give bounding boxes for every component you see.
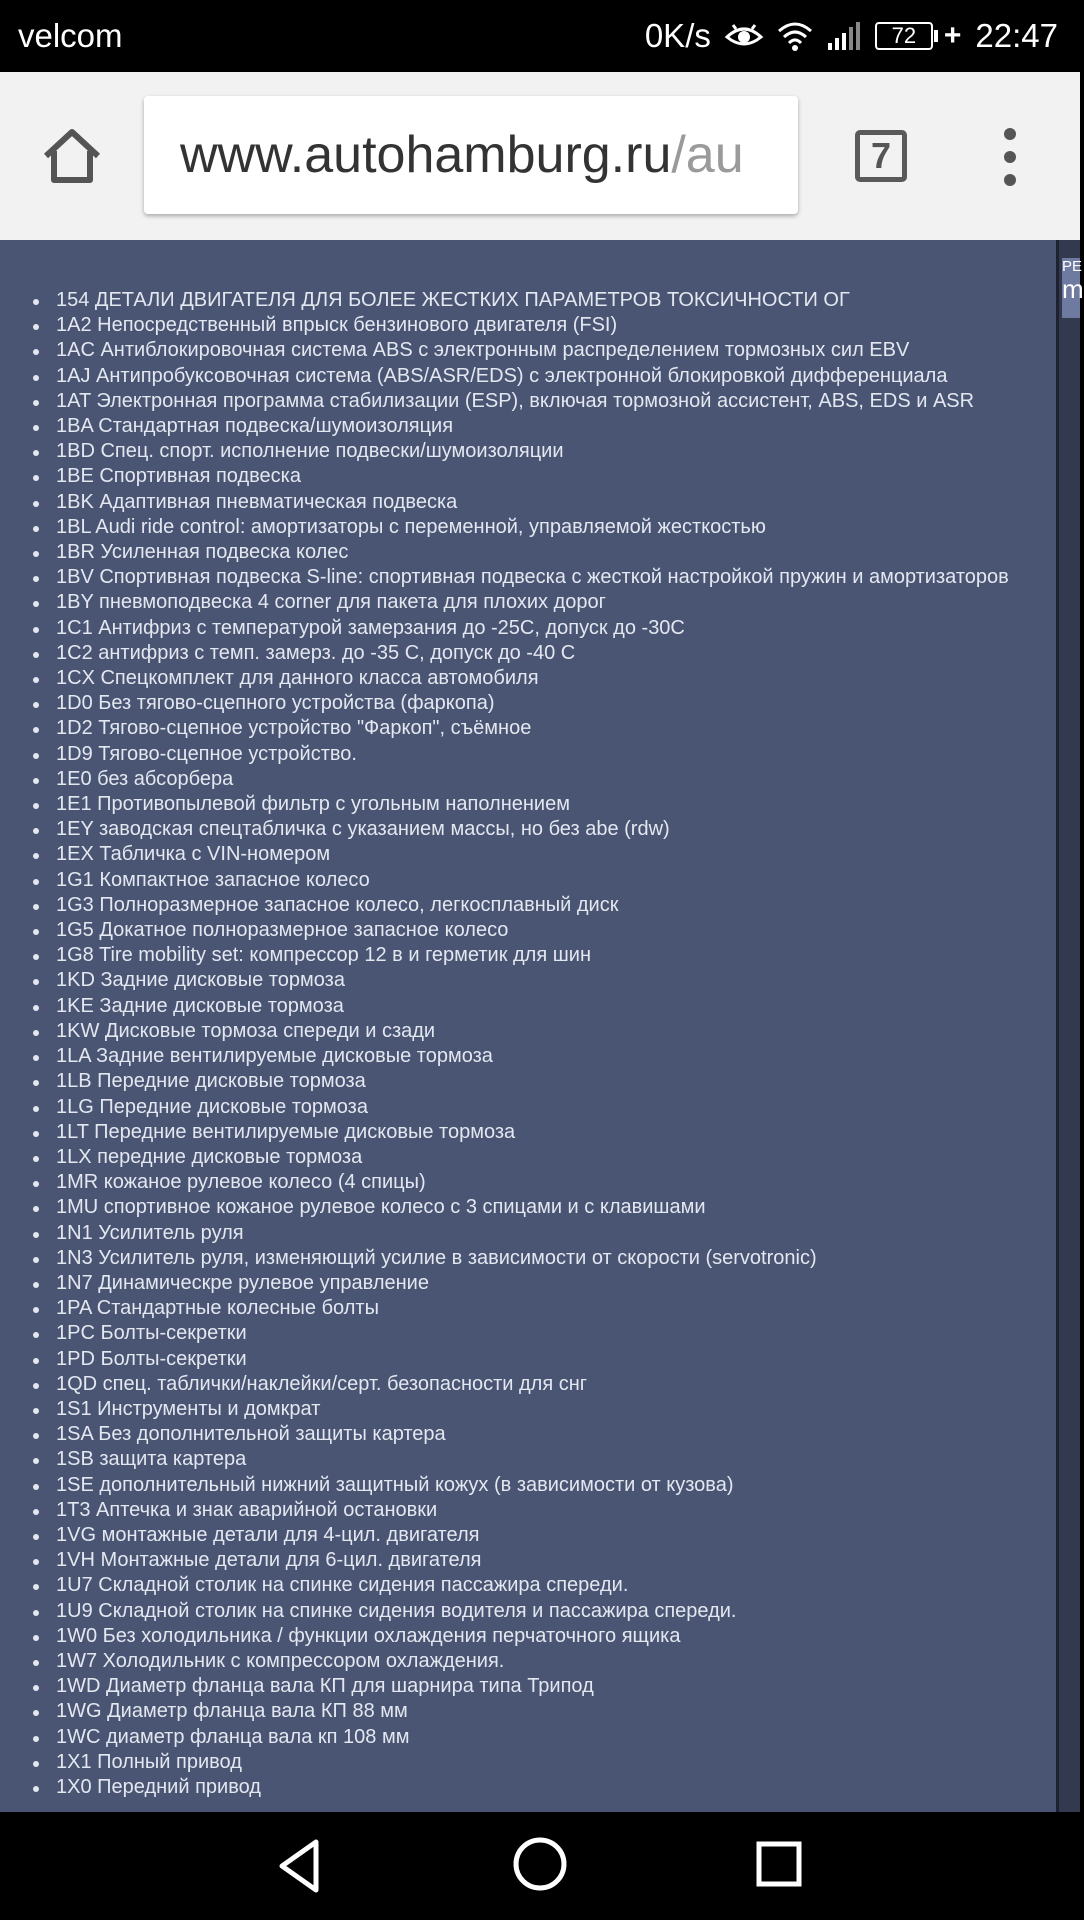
list-item: 1G5 Докатное полноразмерное запасное колесо (56, 918, 1046, 943)
list-item: 1WC диаметр фланца вала кп 108 мм (56, 1725, 1046, 1750)
list-item: 1BE Спортивная подвеска (56, 464, 1046, 489)
list-item: 1LB Передние дисковые тормоза (56, 1069, 1046, 1094)
home-circle-icon[interactable] (512, 1836, 568, 1892)
list-item: 1PD Болты-секретки (56, 1347, 1046, 1372)
list-item: 1EY заводская спецтабличка с указанием массы, но без abe (rdw) (56, 817, 1046, 842)
list-item: 1LA Задние вентилируемые дисковые тормоза (56, 1044, 1046, 1069)
list-item: 1E1 Противопылевой фильтр с угольным наполнением (56, 792, 1046, 817)
list-item: 1BD Спец. спорт. исполнение подвески/шумоизоляции (56, 439, 1046, 464)
list-item: 1BL Audi ride control: амортизаторы с переменной, управляемой жесткостью (56, 515, 1046, 540)
list-item: 1G8 Tire mobility set: компрессор 12 в и герметик для шин (56, 943, 1046, 968)
status-icons (645, 17, 1058, 55)
list-item: 1LT Передние вентилируемые дисковые тормоза (56, 1120, 1046, 1145)
list-item: 1SA Без дополнительной защиты картера (56, 1422, 1046, 1447)
list-item: 1VG монтажные детали для 4-цил. двигателя (56, 1523, 1046, 1548)
eye-comfort-icon (725, 21, 763, 51)
list-item: 1VH Монтажные детали для 6-цил. двигателя (56, 1548, 1046, 1573)
home-icon[interactable] (40, 124, 104, 188)
list-item: 1BR Усиленная подвеска колес (56, 540, 1046, 565)
battery-level: 72 (875, 22, 933, 50)
list-item: 1U7 Складной столик на спинке сидения пассажира спереди. (56, 1573, 1046, 1598)
list-item: 1AC Антиблокировочная система ABS с электронным распределением тормозных сил EBV (56, 338, 1046, 363)
list-item: 1U9 Складной столик на спинке сидения водителя и пассажира спереди. (56, 1599, 1046, 1624)
list-item: 1MU спортивное кожаное рулевое колесо с 3 спицами и с клавишами (56, 1195, 1046, 1220)
list-item: 1D9 Тягово-сцепное устройство. (56, 742, 1046, 767)
list-item: 1LG Передние дисковые тормоза (56, 1095, 1046, 1120)
side-tab-glyph: m (1062, 274, 1084, 304)
list-item: 1AJ Антипробуксовочная система (ABS/ASR/EDS) с электронной блокировкой дифференциала (56, 364, 1046, 389)
list-item: 1WG Диаметр фланца вала КП 88 мм (56, 1699, 1046, 1724)
list-item: 1KE Задние дисковые тормоза (56, 994, 1046, 1019)
list-item: 1CX Спецкомплект для данного класса автомобиля (56, 666, 1046, 691)
list-item: 1X0 Передний привод (56, 1775, 1046, 1800)
side-panel-tab[interactable] (1062, 258, 1084, 318)
list-item: 1A2 Непосредственный впрыск бензинового двигателя (FSI) (56, 313, 1046, 338)
list-item: 154 ДЕТАЛИ ДВИГАТЕЛЯ ДЛЯ БОЛЕЕ ЖЕСТКИХ ПАРАМЕТРОВ ТОКСИЧНОСТИ ОГ (56, 288, 1046, 313)
status-bar (0, 0, 1080, 72)
url-path: /au (671, 126, 744, 184)
url-host: www.autohamburg.ru (180, 126, 672, 184)
list-item: 1BY пневмоподвеска 4 corner для пакета для плохих дорог (56, 590, 1046, 615)
list-item: 1N7 Динамическре рулевое управление (56, 1271, 1046, 1296)
list-item: 1WD Диаметр фланца вала КП для шарнира типа Трипод (56, 1674, 1046, 1699)
browser-toolbar (0, 72, 1080, 240)
side-tab-text: PE (1062, 258, 1083, 275)
list-item: 1EX Табличка с VIN-номером (56, 842, 1046, 867)
list-item: 1W0 Без холодильника / функции охлаждения перчаточного ящика (56, 1624, 1046, 1649)
list-item: 1D2 Тягово-сцепное устройство "Фаркоп", съёмное (56, 716, 1046, 741)
list-item: 1G3 Полноразмерное запасное колесо, легкосплавный диск (56, 893, 1046, 918)
list-item: 1KD Задние дисковые тормоза (56, 968, 1046, 993)
tab-switcher-button[interactable]: 7 (855, 130, 907, 182)
list-item: 1LX передние дисковые тормоза (56, 1145, 1046, 1170)
list-item: 1X1 Полный привод (56, 1750, 1046, 1775)
list-item: 1D0 Без тягово-сцепного устройства (фаркопа) (56, 691, 1046, 716)
list-item: 1QD спец. таблички/наклейки/серт. безопасности для снг (56, 1372, 1046, 1397)
list-item: 1N3 Усилитель руля, изменяющий усилие в зависимости от скорости (servotronic) (56, 1246, 1046, 1271)
list-item: 1PC Болты-секретки (56, 1321, 1046, 1346)
signal-icon (827, 21, 861, 51)
list-item: 1G1 Компактное запасное колесо (56, 868, 1046, 893)
navigation-bar (0, 1812, 1080, 1920)
list-item: 1S1 Инструменты и домкрат (56, 1397, 1046, 1422)
more-menu-icon[interactable] (990, 122, 1030, 192)
clock: 22:47 (975, 17, 1058, 54)
carrier-name: velcom (18, 17, 123, 54)
list-item: 1BV Спортивная подвеска S-line: спортивная подвеска с жесткой настройкой пружин и амортизаторов (56, 565, 1046, 590)
list-item: 1PA Стандартные колесные болты (56, 1296, 1046, 1321)
list-item: 1E0 без абсорбера (56, 767, 1046, 792)
list-item: 1W7 Холодильник с компрессором охлаждения. (56, 1649, 1046, 1674)
list-item: 1SB защита картера (56, 1447, 1046, 1472)
list-item: 1N1 Усилитель руля (56, 1221, 1046, 1246)
list-item: 1BK Адаптивная пневматическая подвеска (56, 490, 1046, 515)
list-item: 1AT Электронная программа стабилизации (ESP), включая тормозной ассистент, ABS, EDS и ASR (56, 389, 1046, 414)
list-item: 1BA Стандартная подвеска/шумоизоляция (56, 414, 1046, 439)
back-icon[interactable] (270, 1836, 330, 1896)
side-panel (1056, 240, 1084, 1812)
list-item: 1SE дополнительный нижний защитный кожух (в зависимости от кузова) (56, 1473, 1046, 1498)
list-item: 1KW Дисковые тормоза спереди и сзади (56, 1019, 1046, 1044)
options-list (0, 240, 1056, 1800)
list-item: 1MR кожаное рулевое колесо (4 спицы) (56, 1170, 1046, 1195)
battery-icon (875, 19, 962, 53)
network-speed: 0K/s (644, 17, 711, 54)
list-item: 1C1 Антифриз с температурой замерзания до -25C, допуск до -30C (56, 616, 1046, 641)
charging-icon: + (943, 19, 962, 52)
list-item: 1C2 антифриз с темп. замерз. до -35 C, допуск до -40 C (56, 641, 1046, 666)
recent-apps-icon[interactable] (755, 1840, 803, 1888)
url-bar[interactable] (144, 96, 798, 214)
page-content[interactable] (0, 240, 1056, 1812)
list-item: 1T3 Аптечка и знак аварийной остановки (56, 1498, 1046, 1523)
wifi-icon (777, 21, 813, 51)
